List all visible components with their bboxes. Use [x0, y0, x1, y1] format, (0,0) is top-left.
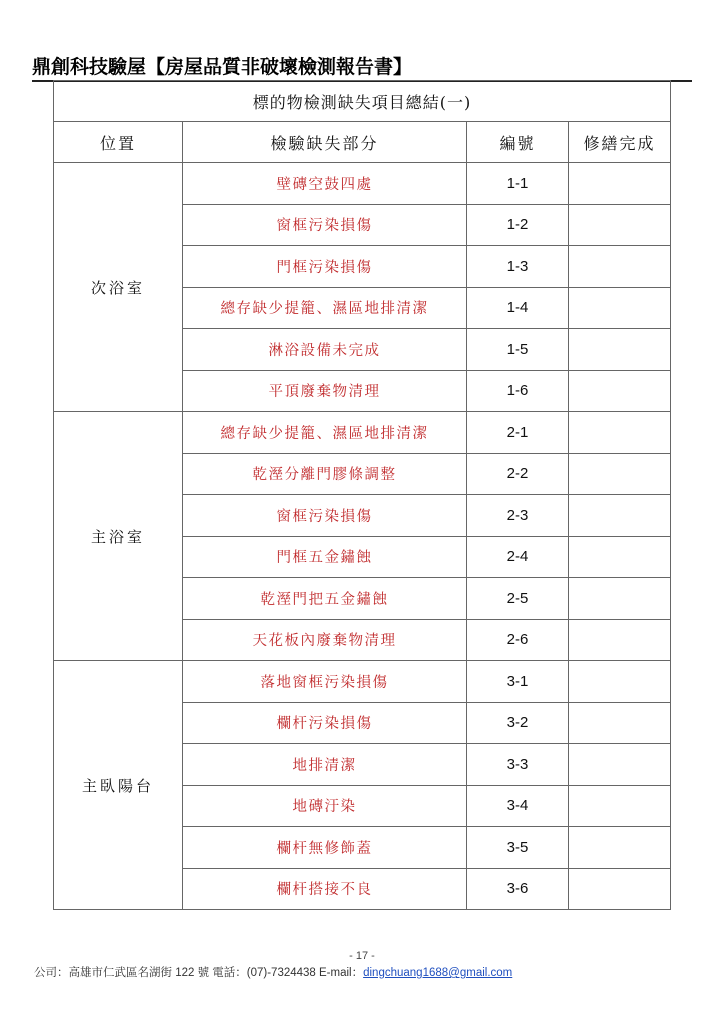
location-cell: 主浴室 [54, 412, 183, 661]
number-cell: 2-5 [467, 578, 569, 620]
column-header-location: 位置 [54, 122, 183, 163]
repaired-cell[interactable] [569, 287, 671, 329]
repaired-cell[interactable] [569, 578, 671, 620]
number-cell: 2-4 [467, 536, 569, 578]
number-cell: 1-2 [467, 204, 569, 246]
defect-cell: 壁磚空鼓四處 [183, 163, 467, 205]
location-cell: 主臥陽台 [54, 661, 183, 910]
location-cell: 次浴室 [54, 163, 183, 412]
defect-cell: 地磚汙染 [183, 785, 467, 827]
column-header-repaired: 修繕完成 [569, 122, 671, 163]
column-header-defect: 檢驗缺失部分 [183, 122, 467, 163]
table-row [54, 661, 671, 703]
report-header-title: 鼎創科技驗屋【房屋品質非破壞檢測報告書】 [32, 56, 413, 78]
repaired-cell[interactable] [569, 868, 671, 910]
repaired-cell[interactable] [569, 785, 671, 827]
repaired-cell[interactable] [569, 744, 671, 786]
repaired-cell[interactable] [569, 329, 671, 371]
defect-cell: 淋浴設備未完成 [183, 329, 467, 371]
page-number: - 17 - [349, 950, 375, 962]
table-caption: 標的物檢測缺失項目總結(一) [54, 81, 671, 122]
defect-cell: 欄杆無修飾蓋 [183, 827, 467, 869]
number-cell: 2-6 [467, 619, 569, 661]
number-cell: 3-4 [467, 785, 569, 827]
repaired-cell[interactable] [569, 827, 671, 869]
repaired-cell[interactable] [569, 453, 671, 495]
repaired-cell[interactable] [569, 619, 671, 661]
repaired-cell[interactable] [569, 204, 671, 246]
number-cell: 2-2 [467, 453, 569, 495]
defect-summary-table [53, 80, 671, 910]
number-cell: 3-1 [467, 661, 569, 703]
defect-cell: 平頂廢棄物清理 [183, 370, 467, 412]
defect-cell: 乾溼分離門膠條調整 [183, 453, 467, 495]
repaired-cell[interactable] [569, 702, 671, 744]
number-cell: 1-5 [467, 329, 569, 371]
number-cell: 3-5 [467, 827, 569, 869]
defect-cell: 窗框污染損傷 [183, 495, 467, 537]
number-cell: 1-4 [467, 287, 569, 329]
number-cell: 2-3 [467, 495, 569, 537]
footer-company-text: 公司：高雄市仁武區名湖街 122 號 電話：(07)-7324438 E-mail： [34, 967, 364, 979]
repaired-cell[interactable] [569, 246, 671, 288]
defect-cell: 天花板內廢棄物清理 [183, 619, 467, 661]
number-cell: 2-1 [467, 412, 569, 454]
repaired-cell[interactable] [569, 661, 671, 703]
number-cell: 1-3 [467, 246, 569, 288]
number-cell: 1-1 [467, 163, 569, 205]
footer-email-link[interactable]: dingchuang1688@gmail.com [363, 967, 513, 979]
table-row [54, 412, 671, 454]
number-cell: 3-3 [467, 744, 569, 786]
defect-cell: 欄杆搭接不良 [183, 868, 467, 910]
number-cell: 1-6 [467, 370, 569, 412]
defect-cell: 門框五金鏽蝕 [183, 536, 467, 578]
number-cell: 3-2 [467, 702, 569, 744]
repaired-cell[interactable] [569, 495, 671, 537]
defect-cell: 乾溼門把五金鏽蝕 [183, 578, 467, 620]
defect-cell: 落地窗框污染損傷 [183, 661, 467, 703]
defect-cell: 窗框污染損傷 [183, 204, 467, 246]
defect-cell: 地排清潔 [183, 744, 467, 786]
repaired-cell[interactable] [569, 370, 671, 412]
defect-cell: 欄杆污染損傷 [183, 702, 467, 744]
table-row [54, 163, 671, 205]
footer-contact [34, 964, 512, 980]
repaired-cell[interactable] [569, 163, 671, 205]
defect-cell: 總存缺少提籠、濕區地排清潔 [183, 287, 467, 329]
column-header-number: 編號 [467, 122, 569, 163]
defect-cell: 總存缺少提籠、濕區地排清潔 [183, 412, 467, 454]
defect-cell: 門框污染損傷 [183, 246, 467, 288]
repaired-cell[interactable] [569, 412, 671, 454]
number-cell: 3-6 [467, 868, 569, 910]
repaired-cell[interactable] [569, 536, 671, 578]
